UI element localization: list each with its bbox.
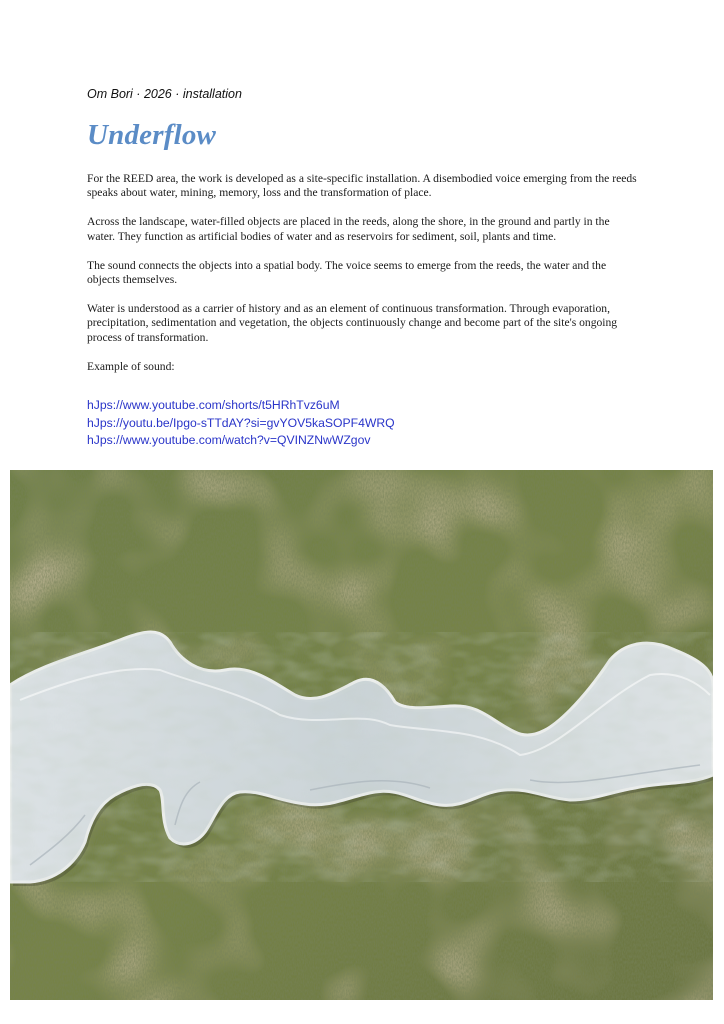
paragraph: Water is understood as a carrier of history and as an element of continuous transformation. Through evaporation, precipitation, sedimentation and vegetation, the objects continuously change and become part of the site's ongoing process of transformation. [87, 302, 618, 344]
body-text [87, 172, 640, 389]
page-title: Underflow [87, 119, 217, 151]
youtube-link[interactable]: hJps://youtu.be/Ipgo-sTTdAY?si=gvYOV5kaSOPF4WRQ [87, 415, 395, 430]
paragraph: For the REED area, the work is developed as a site-specific installation. A disembodied voice emerging from the reeds speaks about water, mining, memory, loss and the transformation of place. [87, 172, 637, 200]
sound-example-label: Example of sound: [87, 359, 175, 373]
paragraph: Across the landscape, water-filled objects are placed in the reeds, along the shore, in the ground and partly in the water. They function as artificial bodies of water and as reservoirs for sediment, soil, plants and time. [87, 215, 610, 243]
link-list [87, 397, 395, 450]
youtube-link[interactable]: hJps://www.youtube.com/watch?v=QVINZNwWZgov [87, 433, 371, 447]
installation-photo [10, 470, 713, 1000]
youtube-link[interactable]: hJps://www.youtube.com/shorts/t5HRhTvz6uM [87, 398, 340, 412]
page-meta: Om Bori · 2026 · installation [87, 87, 242, 101]
paragraph: The sound connects the objects into a spatial body. The voice seems to emerge from the reeds, the water and the objects themselves. [87, 258, 607, 287]
